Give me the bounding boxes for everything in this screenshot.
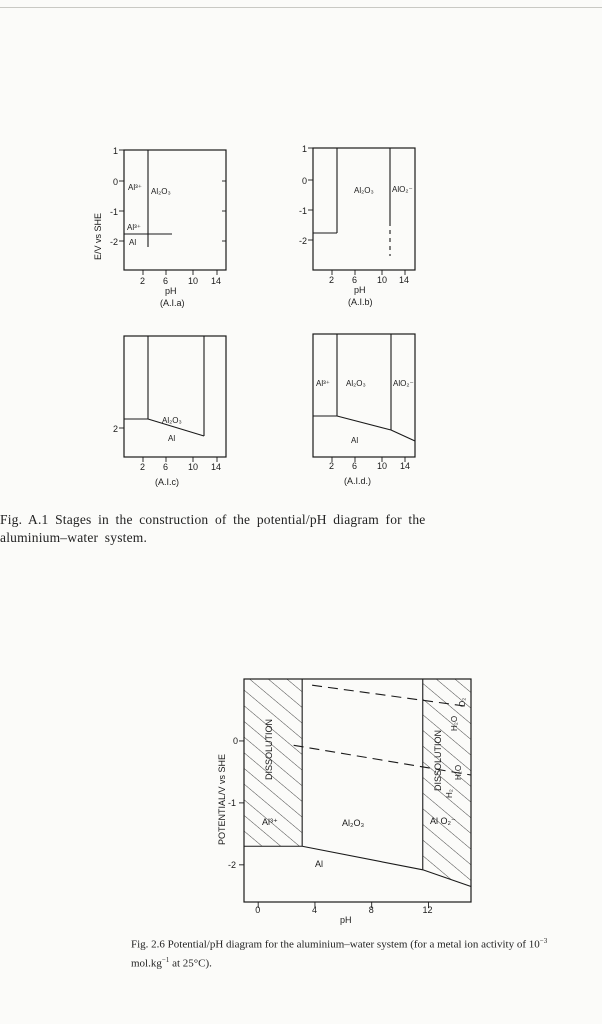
panel-b-xtick-6: 6 <box>352 275 358 285</box>
panel-b-xtick-10: 10 <box>377 275 388 285</box>
panel-b-xtick-14: 14 <box>399 275 410 285</box>
panel-c-caption: (A.I.c) <box>155 477 179 487</box>
panel-a-xtick-10: 10 <box>188 276 199 286</box>
y-tick-label: -1 <box>228 797 237 808</box>
panel-c-label-al: Al <box>168 434 176 443</box>
label-al3: Al³⁺ <box>262 817 278 827</box>
panel-a-caption: (A.I.a) <box>160 298 185 308</box>
panel-d-xtick-10: 10 <box>377 461 388 471</box>
potential-ph-diagram <box>217 679 471 925</box>
panel-a-label-al2o3: Al₂O₃ <box>151 187 171 196</box>
panel-c-xtick-6: 6 <box>163 462 169 472</box>
panel-a-xlabel: pH <box>165 286 177 296</box>
caption2-exp1: −3 <box>539 937 548 945</box>
figure-a1-caption-line2: aluminium–water system. <box>0 530 148 545</box>
x-tick-label: 12 <box>422 905 433 915</box>
panel-a-ytick-m2: -2 <box>110 237 119 247</box>
panel-c-xtick-2: 2 <box>140 462 146 472</box>
label-al2o3: Al₂O₃ <box>342 818 365 828</box>
panel-a <box>93 146 226 308</box>
right-dissolution-label: DISSOLUTION <box>433 729 443 791</box>
caption2-mid: mol.kg <box>131 957 162 970</box>
panel-b-ytick-1: 1 <box>302 144 308 154</box>
panel-d <box>313 334 415 486</box>
label-h2: H₂ <box>445 789 454 798</box>
panel-b-frame <box>313 148 415 270</box>
right-dissolution-hatch <box>423 679 471 887</box>
label-h2o-bottom: H₂O <box>454 764 463 780</box>
panel-a-ytick-0: 0 <box>113 177 119 187</box>
panel-d-label-al2o3: Al₂O₃ <box>346 379 366 388</box>
label-alo2: Al O₂⁻ <box>430 816 456 826</box>
panel-c-xtick-14: 14 <box>211 462 222 472</box>
panel-a-label-al: Al <box>129 238 137 247</box>
panel-b-xlabel: pH <box>354 285 366 295</box>
label-al: Al <box>315 859 324 869</box>
panel-b-ytick-0: 0 <box>302 176 308 186</box>
panel-c <box>113 336 226 487</box>
caption2-text: Fig. 2.6 Potential/pH diagram for the aluminium–water system (for a metal ion activity of 10 <box>131 938 540 951</box>
panel-a-xtick-6: 6 <box>163 276 169 286</box>
panel-a-ylabel: E/V vs SHE <box>93 212 103 260</box>
figure-a1-caption-line1: Fig. A.1 Stages in the construction of the potential/pH diagram for the <box>0 512 426 527</box>
panel-a-label-al3-top: Al³⁺ <box>128 183 142 192</box>
panel-d-frame <box>313 334 415 457</box>
panel-a-ytick-m1: -1 <box>110 207 119 217</box>
label-h2o-top: H₂O <box>450 715 459 731</box>
x-tick-label: 4 <box>311 905 317 915</box>
panel-d-label-al3: Al³⁺ <box>316 379 330 388</box>
panel-d-xtick-2: 2 <box>329 461 335 471</box>
panel-d-caption: (A.I.d.) <box>344 476 372 486</box>
panel-a-frame <box>124 150 226 270</box>
panel-c-ytick-2: 2 <box>113 424 119 434</box>
panel-a-ytick-1: 1 <box>113 146 119 156</box>
main-ylabel: POTENTIAL/V vs SHE <box>217 753 227 845</box>
left-dissolution-label: DISSOLUTION <box>264 718 274 780</box>
panel-b-label-al2o3: Al₂O₃ <box>354 186 374 195</box>
x-tick-label: 8 <box>368 905 374 915</box>
figure-2-6-caption <box>131 934 571 971</box>
panel-b-caption: (A.I.b) <box>348 297 373 307</box>
label-o2: O₂ <box>458 697 467 707</box>
caption2-exp2: −1 <box>161 955 170 964</box>
panel-b-ytick-m1: -1 <box>299 206 308 216</box>
panel-b-ytick-m2: -2 <box>299 236 308 246</box>
panel-a-xtick-14: 14 <box>211 276 222 286</box>
y-tick-label: -2 <box>228 859 237 870</box>
panel-b <box>299 144 415 307</box>
panel-b-label-alo2: AlO₂⁻ <box>392 185 413 194</box>
panel-d-xtick-6: 6 <box>352 461 358 471</box>
x-tick-label: 0 <box>255 905 261 915</box>
caption2-end: at 25°C). <box>169 957 212 970</box>
panel-a-xtick-2: 2 <box>140 276 146 286</box>
panel-c-label-al2o3: Al₂O₃ <box>162 416 182 425</box>
y-tick-label: 0 <box>233 735 239 746</box>
panel-a-label-al3-bottom: Al³⁺ <box>127 223 141 232</box>
figure-a1-caption <box>0 511 520 547</box>
panel-d-xtick-14: 14 <box>400 461 411 471</box>
panel-d-label-alo2: AlO₂⁻ <box>393 379 414 388</box>
panel-d-label-al: Al <box>351 436 359 445</box>
panel-b-xtick-2: 2 <box>329 275 335 285</box>
panel-c-xtick-10: 10 <box>188 462 199 472</box>
main-xlabel: pH <box>340 915 352 925</box>
